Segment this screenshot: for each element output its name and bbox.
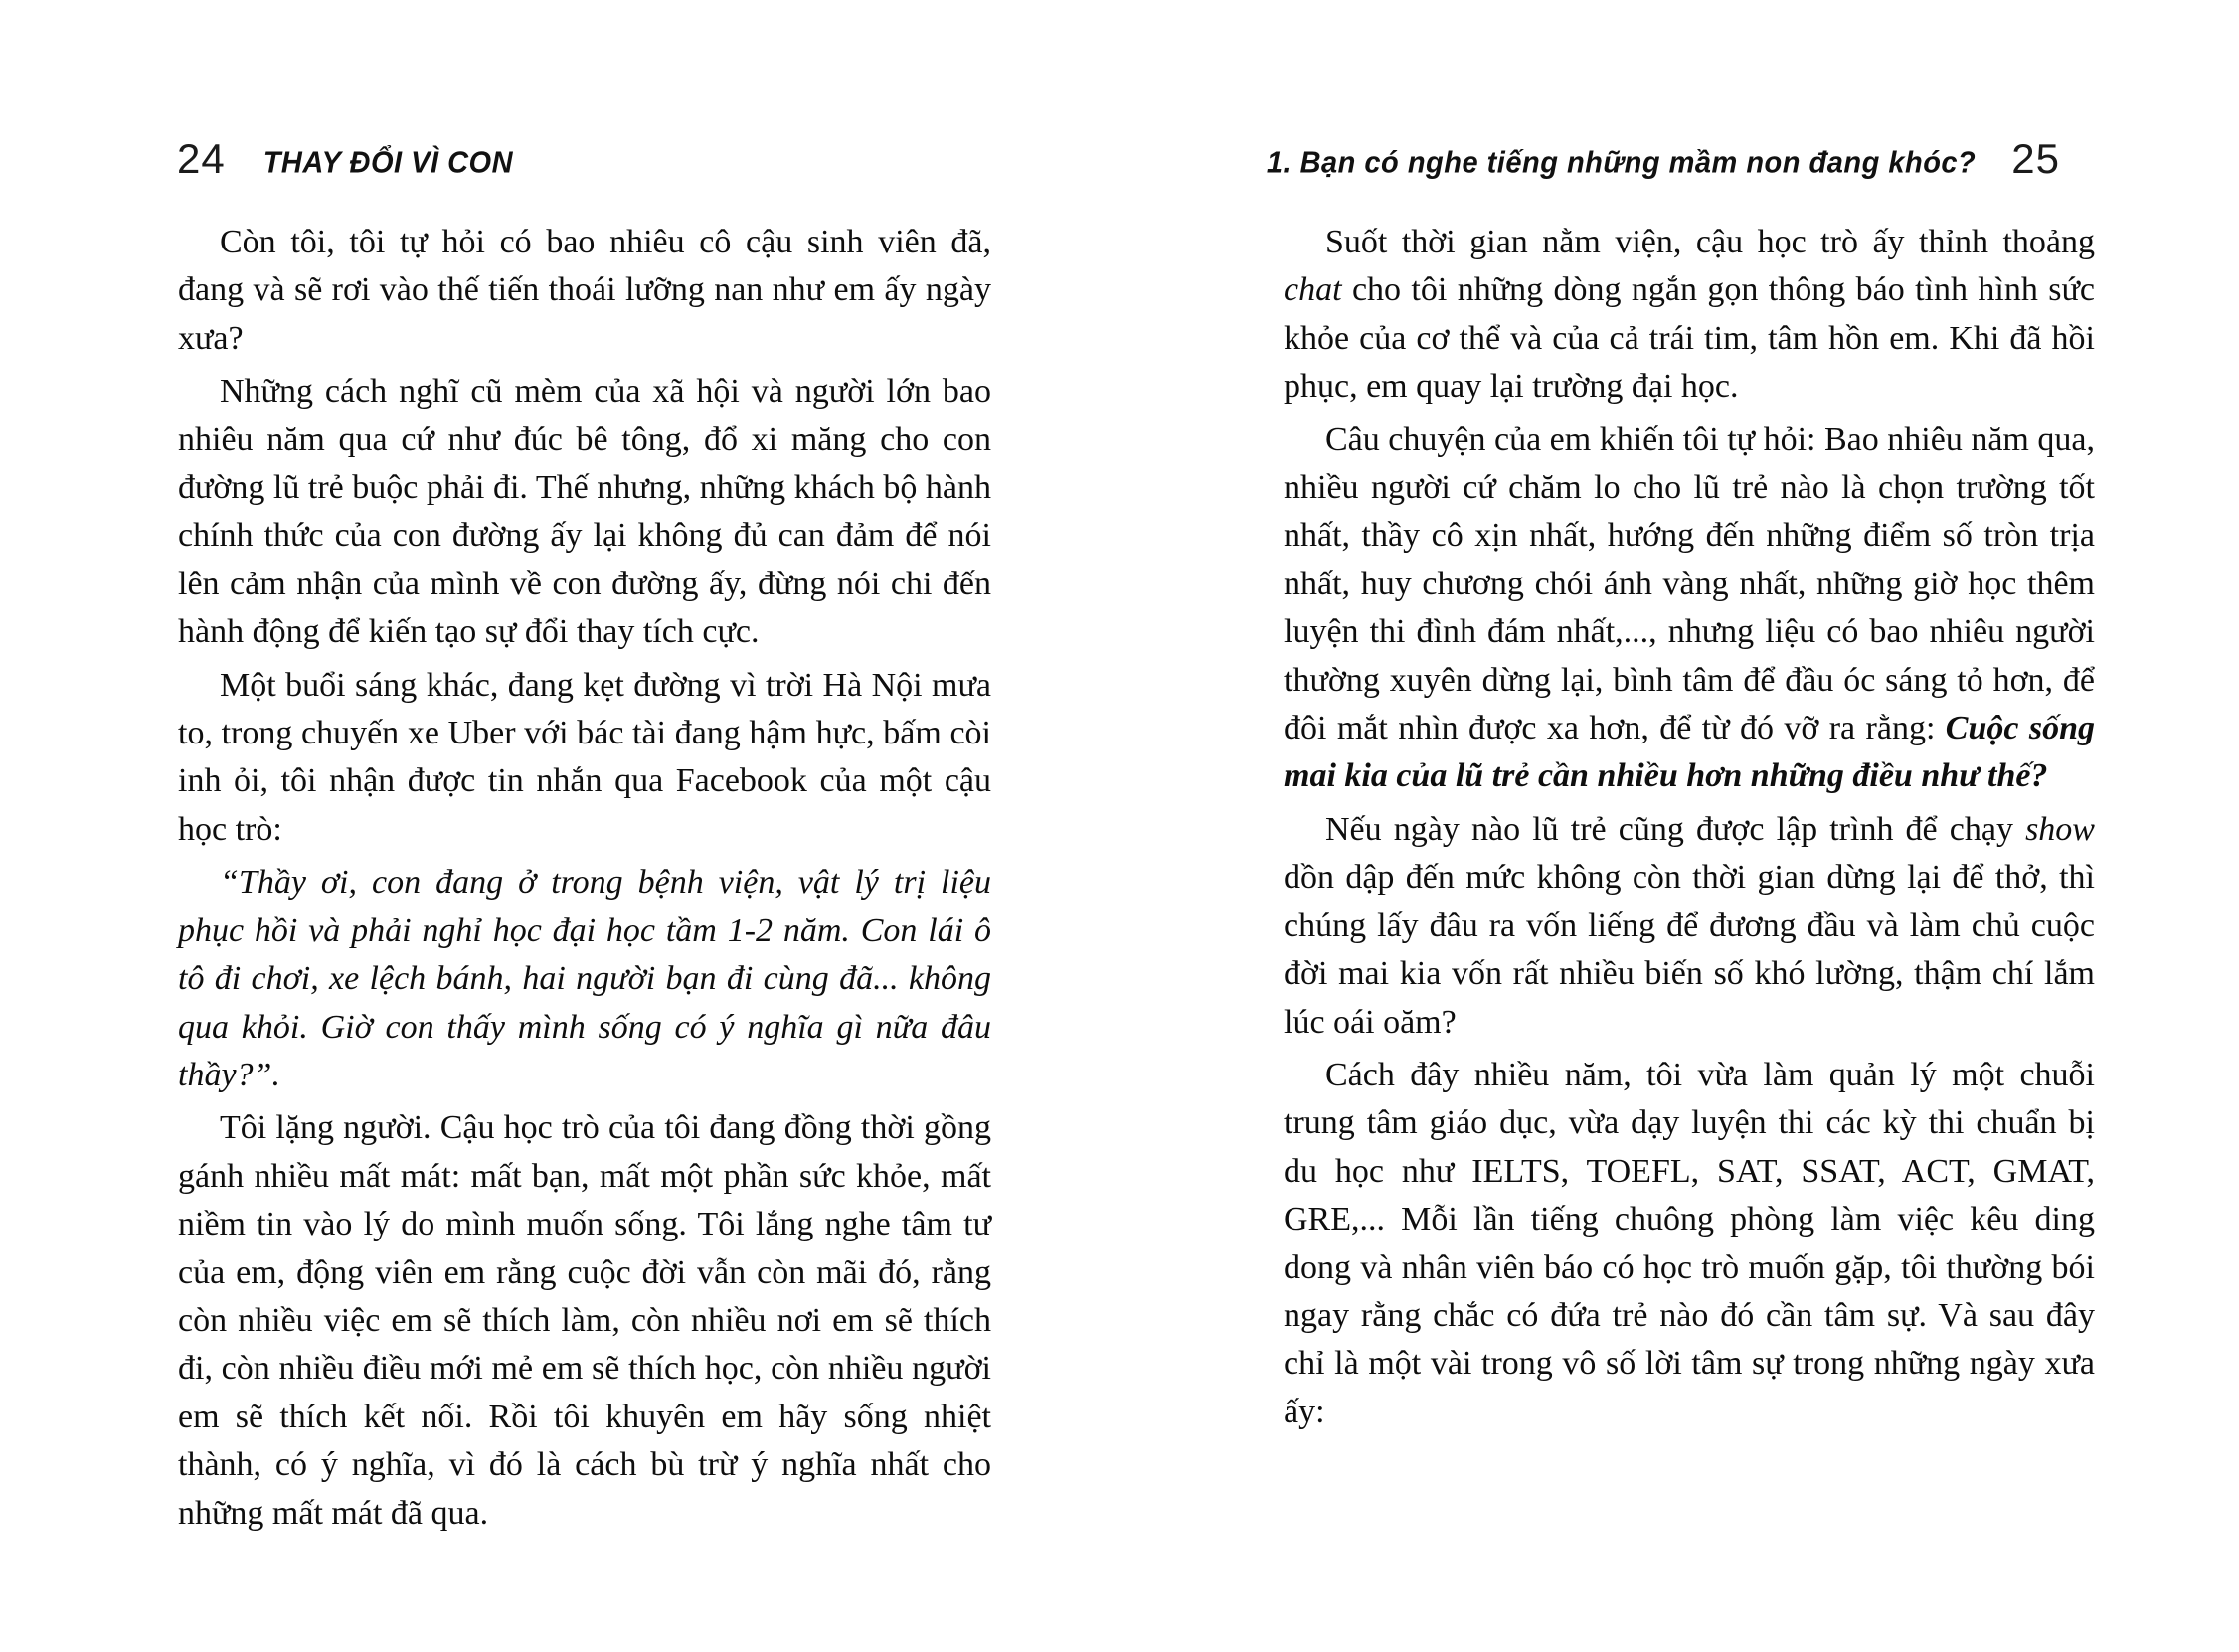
left-page-header: [177, 135, 513, 183]
paragraph: Suốt thời gian nằm viện, cậu học trò ấy thỉnh thoảng chat cho tôi những dòng ngắn gọn thông báo tình hình sức khỏe của cơ thể và của cả trái tim, tâm hồn em. Khi đã hồi phục, em quay lại trường đại học.: [1284, 224, 2095, 406]
paragraph: Câu chuyện của em khiến tôi tự hỏi: Bao nhiêu năm qua, nhiều người cứ chăm lo cho lũ trẻ nào là chọn trường tốt nhất, thầy cô xịn nhất, hướng đến những điểm số tròn trịa nhất, huy chương chói ánh vàng nhất, những giờ học thêm luyện thi đình đám nhất,..., nhưng liệu có bao nhiêu người thường xuyên dừng lại, bình tâm để đầu óc sáng tỏ hơn, để đôi mắt nhìn được xa hơn, để từ đó vỡ ra rằng: Cuộc sống mai kia của lũ trẻ cần nhiều hơn những điều như thế?: [1284, 420, 2095, 795]
right-page-header: [1266, 135, 2060, 183]
paragraph: Một buổi sáng khác, đang kẹt đường vì trời Hà Nội mưa to, trong chuyến xe Uber với bác tài đang hậm hực, bấm còi inh ỏi, tôi nhận được tin nhắn qua Facebook của một cậu học trò:: [178, 666, 991, 848]
left-page-text-column: [178, 219, 991, 1543]
right-page-number: 25: [2011, 135, 2060, 182]
quote-paragraph: “Thầy ơi, con đang ở trong bệnh viện, vật lý trị liệu phục hồi và phải nghỉ học đại học tầm 1-2 năm. Con lái ô tô đi chơi, xe lệch bánh, hai người bạn đi cùng đã... không qua khỏi. Giờ con thấy mình sống có ý nghĩa gì nữa đâu thầy?”.: [178, 864, 991, 1093]
right-running-title: 1. Bạn có nghe tiếng những mầm non đang khóc?: [1266, 146, 1977, 180]
paragraph: Tôi lặng người. Cậu học trò của tôi đang đồng thời gồng gánh nhiều mất mát: mất bạn, mất một phần sức khỏe, mất niềm tin vào lý do mình muốn sống. Tôi lắng nghe tâm tư của em, động viên em rằng cuộc đời vẫn còn mãi đó, rằng còn nhiều việc em sẽ thích làm, còn nhiều nơi em sẽ thích đi, còn nhiều điều mới mẻ em sẽ thích học, còn nhiều người em sẽ thích kết nối. Rồi tôi khuyên em hãy sống nhiệt thành, có ý nghĩa, vì đó là cách bù trừ ý nghĩa nhất cho những mất mát đã qua.: [178, 1109, 991, 1532]
paragraph: Nếu ngày nào lũ trẻ cũng được lập trình để chạy show dồn dập đến mức không còn thời gian dừng lại để thở, thì chúng lấy đâu ra vốn liếng để đương đầu và làm chủ cuộc đời mai kia vốn rất nhiều biến số khó lường, thậm chí lắm lúc oái oăm?: [1284, 810, 2095, 1041]
left-running-title: THAY ĐỔI VÌ CON: [262, 146, 514, 180]
paragraph: Còn tôi, tôi tự hỏi có bao nhiêu cô cậu sinh viên đã, đang và sẽ rơi vào thế tiến thoái lưỡng nan như em ấy ngày xưa?: [178, 224, 991, 357]
paragraph: Cách đây nhiều năm, tôi vừa làm quản lý một chuỗi trung tâm giáo dục, vừa dạy luyện thi các kỳ thi chuẩn bị du học như IELTS, TOEFL, SAT, SSAT, ACT, GMAT, GRE,... Mỗi lần tiếng chuông phòng làm việc kêu ding dong và nhân viên báo có học trò muốn gặp, tôi thường bói ngay rằng chắc có đứa trẻ nào đó cần tâm sự. Và sau đây chỉ là một vài trong vô số lời tâm sự trong những ngày xưa ấy:: [1284, 1056, 2095, 1430]
left-page-number: 24: [177, 135, 226, 182]
paragraph: Những cách nghĩ cũ mèm của xã hội và người lớn bao nhiêu năm qua cứ như đúc bê tông, đổ xi măng cho con đường lũ trẻ buộc phải đi. Thế nhưng, những khách bộ hành chính thức của con đường ấy lại không đủ can đảm để nói lên cảm nhận của mình về con đường ấy, đừng nói chi đến hành động để kiến tạo sự đổi thay tích cực.: [178, 373, 991, 651]
right-page-text-column: [1284, 219, 2095, 1441]
